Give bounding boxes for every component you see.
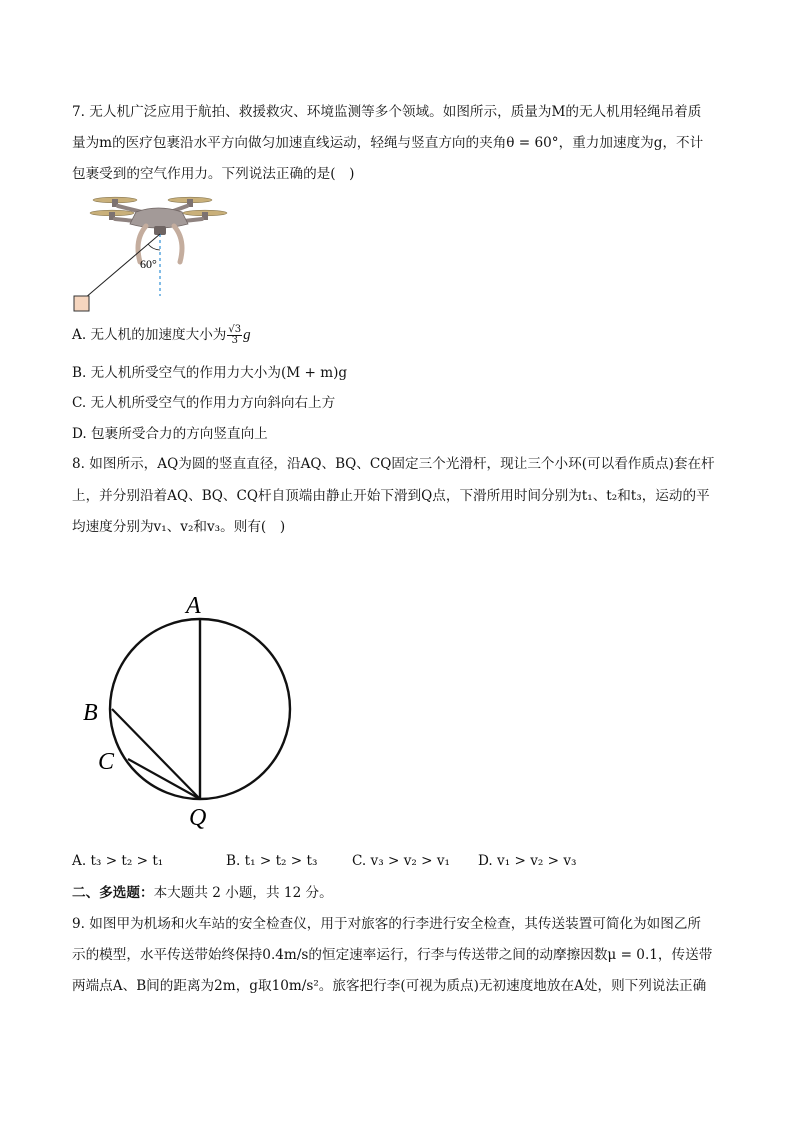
package-box bbox=[74, 296, 89, 311]
q7-option-a-fraction bbox=[227, 325, 242, 346]
q8-line-2: 上，并分别沿着AQ、BQ、CQ杆自顶端由静止开始下滑到Q点，下滑所用时间分别为t₁、t₂和t₃，运动的平 bbox=[72, 488, 710, 504]
q7-option-a bbox=[72, 325, 251, 346]
q7-line-1: 7. 无人机广泛应用于航拍、救援救灾、环境监测等多个领域。如图所示，质量为M的无人机用轻绳吊着质 bbox=[72, 104, 702, 120]
rod-bq bbox=[112, 709, 200, 799]
q7-option-a-suffix: g bbox=[243, 327, 251, 343]
q9-line-1: 9. 如图甲为机场和火车站的安全检查仪，用于对旅客的行李进行安全检查，其传送装置可简化为如图乙所 bbox=[72, 916, 702, 932]
drone-body bbox=[130, 208, 188, 228]
q7-option-c: C. 无人机所受空气的作用力方向斜向右上方 bbox=[72, 395, 336, 411]
point-q-label: Q bbox=[189, 805, 207, 831]
q7-option-d: D. 包裹所受合力的方向竖直向上 bbox=[72, 426, 268, 442]
q8-option-d: D. v₁ > v₂ > v₃ bbox=[478, 853, 577, 869]
q8-line-3: 均速度分别为v₁、v₂和v₃。则有( ) bbox=[72, 519, 286, 535]
q7-option-b: B. 无人机所受空气的作用力大小为(M + m)g bbox=[72, 365, 348, 381]
q7-line-3: 包裹受到的空气作用力。下列说法正确的是( ) bbox=[72, 166, 355, 182]
q7-option-a-prefix: A. 无人机的加速度大小为 bbox=[72, 327, 227, 343]
drone-camera bbox=[154, 226, 166, 235]
q8-circle-figure bbox=[76, 585, 306, 835]
point-c-label: C bbox=[98, 749, 115, 775]
section-2-title: 二、多选题： bbox=[72, 885, 154, 901]
rod-cq bbox=[128, 759, 200, 799]
q9-line-3: 两端点A、B间的距离为2m，g取10m/s²。旅客把行李(可视为质点)无初速度地放在A处，则下列说法正确 bbox=[72, 978, 707, 994]
angle-arc bbox=[148, 244, 160, 250]
point-b-label: B bbox=[83, 700, 98, 726]
q8-option-b: B. t₁ > t₂ > t₃ bbox=[226, 853, 318, 869]
q8-option-a: A. t₃ > t₂ > t₁ bbox=[72, 853, 164, 869]
q8-line-1: 8. 如图所示，AQ为圆的竖直直径，沿AQ、BQ、CQ固定三个光滑杆，现让三个小环(可以看作质点)套在杆 bbox=[72, 456, 715, 472]
q7-line-2: 量为m的医疗包裹沿水平方向做匀加速直线运动，轻绳与竖直方向的夹角θ = 60°，重力加速度为g，不计 bbox=[72, 135, 704, 151]
q7-drone-figure bbox=[70, 190, 235, 315]
section-2-header bbox=[72, 883, 333, 903]
fraction-denominator: 3 bbox=[231, 335, 238, 346]
fraction-numerator: √3 bbox=[228, 324, 242, 335]
section-2-desc: 本大题共 2 小题，共 12 分。 bbox=[153, 885, 333, 901]
angle-label: 60° bbox=[140, 257, 157, 271]
q9-line-2: 示的模型，水平传送带始终保持0.4m/s的恒定速率运行，行李与传送带之间的动摩擦因数μ = 0.1，传送带 bbox=[72, 947, 713, 963]
q8-option-c: C. v₃ > v₂ > v₁ bbox=[352, 853, 451, 869]
point-a-label: A bbox=[186, 593, 201, 619]
